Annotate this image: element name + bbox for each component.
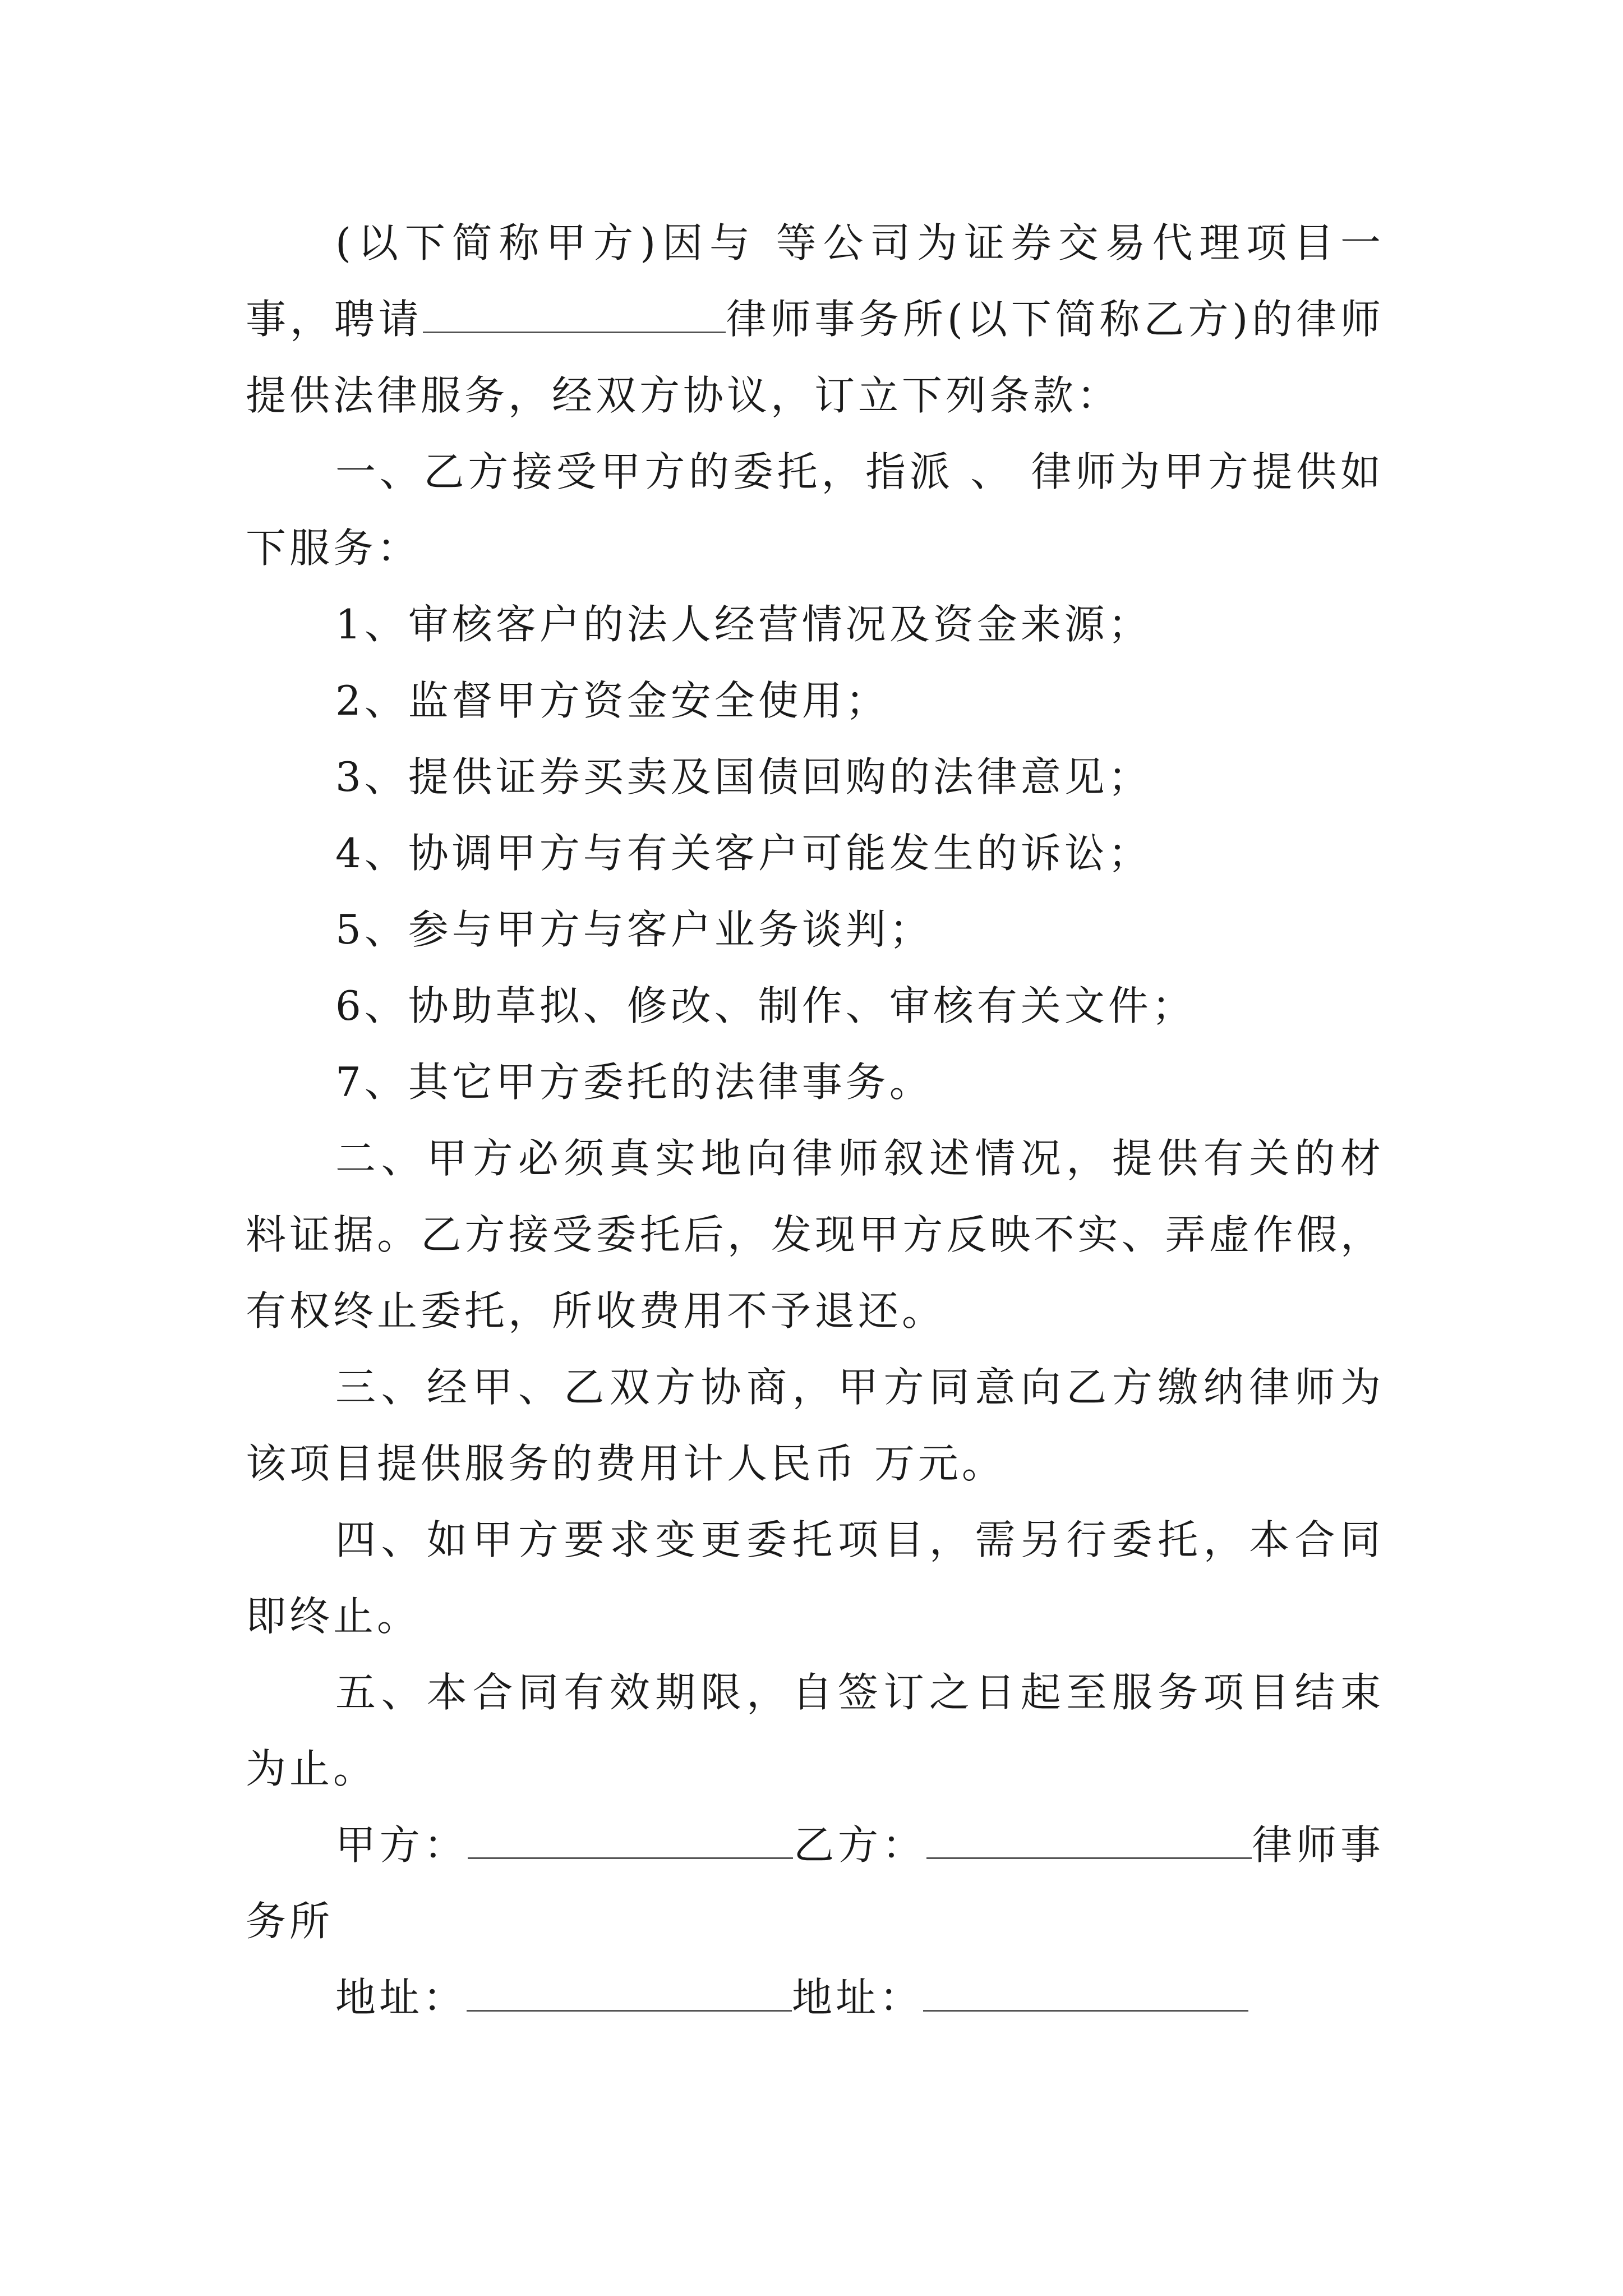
intro-text-a: (以下简称甲方)因与 等公司为证券交易代理项目一事，聘请 (246, 219, 1384, 343)
service-item-3: 3、提供证券买卖及国债回购的法律意见； (335, 753, 1152, 800)
signature-parties-line (246, 1807, 1384, 1959)
party-a-label: 甲方： (335, 1821, 468, 1869)
address-b-label: 地址： (792, 1974, 924, 2021)
party-a-blank (468, 1818, 793, 1859)
service-item-1: 1、审核客户的法人经营情况及资金来源； (335, 601, 1152, 648)
service-item-2: 2、监督甲方资金安全使用； (335, 677, 889, 724)
contract-body (246, 205, 1384, 2036)
service-item-5: 5、参与甲方与客户业务谈判； (335, 906, 933, 953)
law-firm-name-blank (423, 292, 726, 333)
intro-paragraph (246, 205, 1384, 434)
service-item-7: 7、其它甲方委托的法律事务。 (335, 1059, 933, 1106)
service-item-4: 4、协调甲方与有关客户可能发生的诉讼； (335, 830, 1152, 877)
clause-4: 四、如甲方要求变更委托项目，需另行委托，本合同即终止。 (246, 1516, 1384, 1640)
party-b-suffix: 律师事务所 (246, 1821, 1384, 1945)
clause-5: 五、本合同有效期限，自签订之日起至服务项目结束为止。 (246, 1669, 1384, 1792)
clause-1: 一、乙方接受甲方的委托，指派 、 律师为甲方提供如下服务： (246, 448, 1384, 572)
signature-address-line (246, 1959, 1384, 2036)
address-a-label: 地址： (335, 1974, 467, 2021)
address-a-blank (467, 1971, 792, 2012)
address-b-blank (923, 1971, 1248, 2012)
clause-3: 三、经甲、乙双方协商，甲方同意向乙方缴纳律师为该项目提供服务的费用计人民币 万元。 (246, 1364, 1384, 1487)
clause-2: 二、甲方必须真实地向律师叙述情况，提供有关的材料证据。乙方接受委托后，发现甲方反映不实、弄虚作假，有权终止委托，所收费用不予退还。 (246, 1135, 1384, 1335)
party-b-blank (926, 1818, 1252, 1859)
intro-text-b: 律师事务所(以下简称乙方)的律师提供法律服务，经双方协议，订立下列条款： (246, 296, 1384, 419)
party-b-label: 乙方： (793, 1821, 926, 1869)
service-item-6: 6、协助草拟、修改、制作、审核有关文件； (335, 982, 1196, 1029)
